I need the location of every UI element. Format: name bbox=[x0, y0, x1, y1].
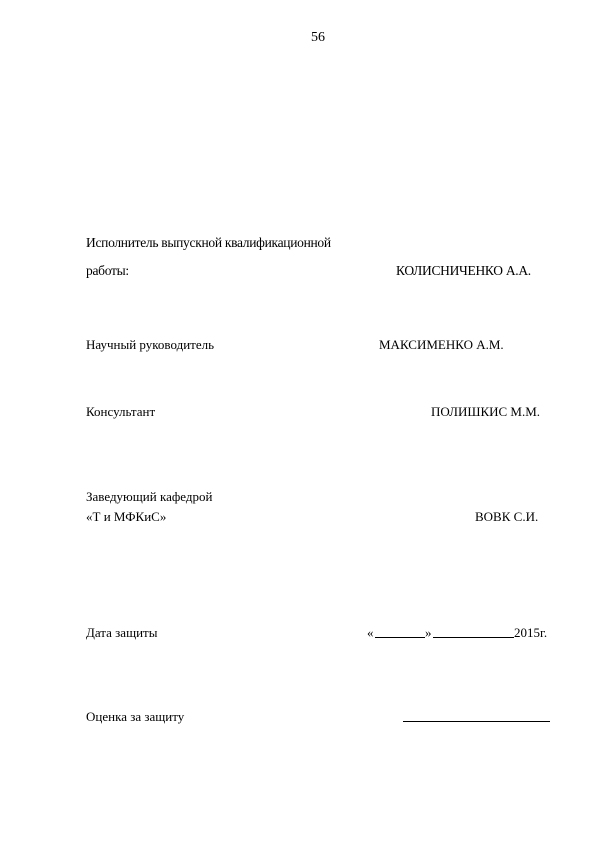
executor-label-line1: Исполнитель выпускной квалификационной bbox=[86, 235, 331, 250]
consultant-name: ПОЛИШКИС М.М. bbox=[431, 404, 541, 419]
defense-date-label: Дата защиты bbox=[86, 625, 158, 640]
defense-date-year: 2015г. bbox=[514, 625, 548, 640]
defense-date-day-blank bbox=[375, 637, 425, 638]
head-of-department-label-line2: «Т и МФКиС» bbox=[86, 509, 167, 524]
defense-grade-label: Оценка за защиту bbox=[86, 709, 185, 724]
executor-label-line2: работы: bbox=[86, 263, 129, 278]
head-of-department-label-line1: Заведующий кафедрой bbox=[86, 489, 213, 504]
executor-name: КОЛИСНИЧЕНКО А.А. bbox=[396, 263, 531, 278]
page-number: 56 bbox=[311, 30, 325, 45]
defense-date-close-quote: » bbox=[425, 625, 432, 640]
consultant-label: Консультант bbox=[86, 404, 156, 419]
defense-date-open-quote: « bbox=[367, 625, 374, 640]
supervisor-label: Научный руководитель bbox=[86, 337, 215, 352]
defense-grade-blank bbox=[403, 721, 550, 722]
head-of-department-name: ВОВК С.И. bbox=[475, 509, 539, 524]
supervisor-name: МАКСИМЕНКО А.М. bbox=[379, 337, 504, 352]
defense-date-month-blank bbox=[433, 637, 514, 638]
